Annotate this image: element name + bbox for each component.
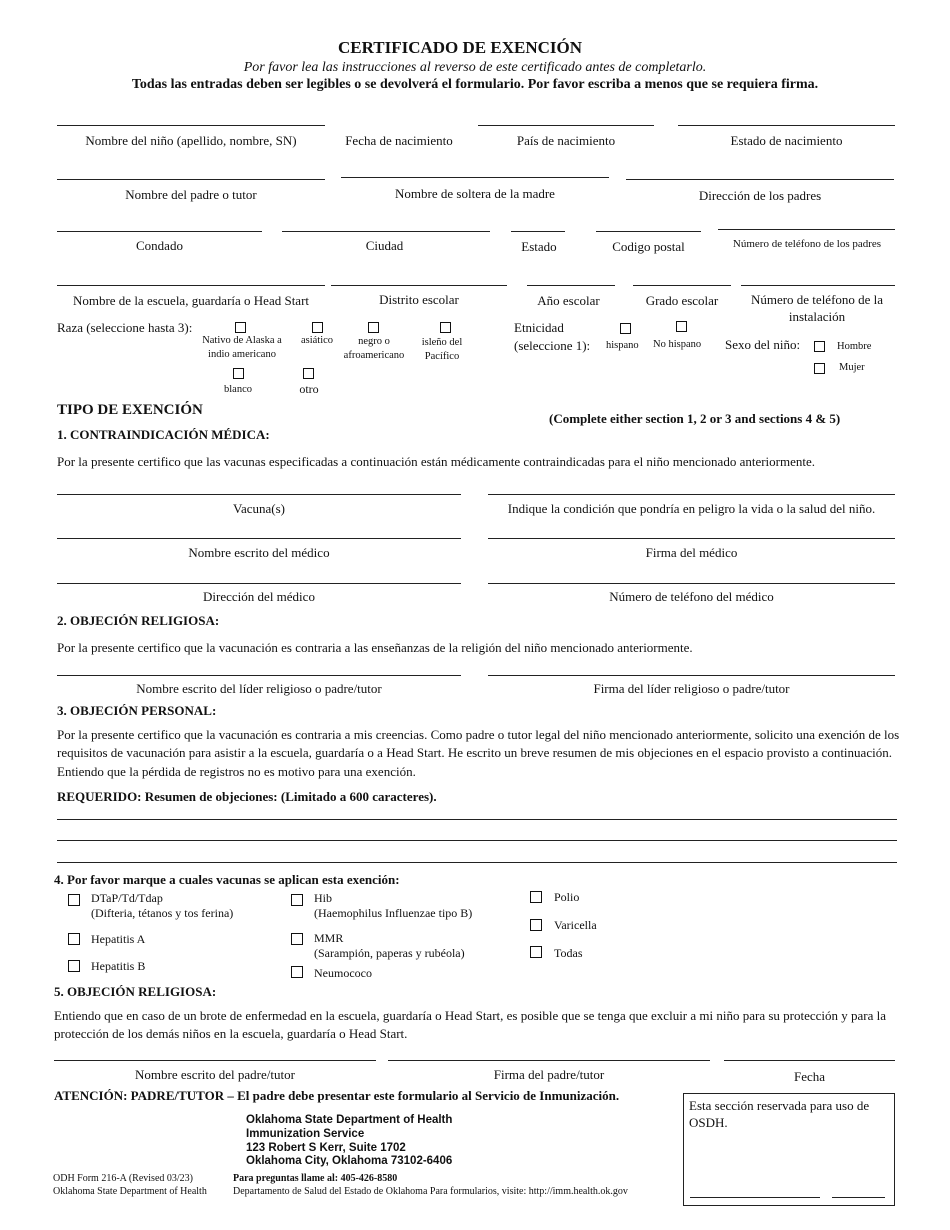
school-year-field[interactable] (527, 285, 615, 286)
school-district-label: Distrito escolar (379, 292, 459, 307)
objection-line-2[interactable] (57, 840, 897, 841)
vaccine-detail-hib: (Haemophilus Influenzae tipo B) (314, 906, 473, 920)
race-checkbox-alaska[interactable] (235, 322, 246, 333)
grade-label: Grado escolar (645, 293, 719, 308)
parent-printed-name-label: Nombre escrito del padre/tutor (135, 1067, 295, 1082)
leader-signature-label: Firma del líder religioso o padre/tutor (593, 681, 790, 696)
physician-signature-label: Firma del médico (645, 545, 738, 560)
vaccine-checkbox-all[interactable] (530, 946, 542, 958)
agency-line-2: Immunization Service (246, 1127, 365, 1140)
leader-name-field[interactable] (57, 675, 461, 676)
section1-text: Por la presente certifico que las vacunas especificadas a continuación están médicamente contraindicadas para el niño mencionado anteriormente. (57, 454, 816, 469)
footer-phone: Para preguntas llame al: 405-426-8580 (233, 1173, 398, 1184)
mother-maiden-field[interactable] (341, 177, 609, 178)
objection-line-1[interactable] (57, 819, 897, 820)
physician-address-field[interactable] (57, 583, 461, 584)
osdh-reserved-text: Esta sección reservada para uso de OSDH. (689, 1098, 870, 1130)
section4-heading: 4. Por favor marque a cuales vacunas se aplican esta exención: (54, 872, 400, 887)
parent-phone-label: Número de teléfono de los padres (732, 238, 882, 250)
race-checkbox-white[interactable] (233, 368, 244, 379)
physician-name-label: Nombre escrito del médico (188, 545, 330, 560)
school-name-label: Nombre de la escuela, guardaría o Head Start (72, 293, 310, 308)
vaccine-detail-mmr: (Sarampión, paperas y rubéola) (314, 946, 465, 960)
race-option-white: blanco (224, 384, 252, 395)
sex-option-male: Hombre (837, 341, 872, 352)
city-field[interactable] (282, 231, 490, 232)
objection-line-3[interactable] (57, 862, 897, 863)
race-label: Raza (seleccione hasta 3): (57, 320, 193, 335)
vaccine-detail-dtap: (Difteria, tétanos y tos ferina) (91, 906, 234, 920)
parent-phone-field[interactable] (718, 229, 895, 230)
ethnicity-sublabel: (seleccione 1): (514, 338, 591, 353)
mother-maiden-label: Nombre de soltera de la madre (395, 186, 555, 201)
ethnicity-checkbox-hispanic[interactable] (620, 323, 631, 334)
race-checkbox-other[interactable] (303, 368, 314, 379)
physician-signature-field[interactable] (488, 538, 895, 539)
physician-name-field[interactable] (57, 538, 461, 539)
section3-text: Por la presente certifico que la vacunación es contraria a mis creencias. Como padre o tutor legal del niño mencionado anteriormente, solicito una exención de los requisitos de vacunación para asistir a la escuela, guardaría o a Head Start. He escrito un breve resumen de mis objeciones en el espacio provisto a continuación. Entiendo que la pérdida de registros no es motivo para una exención. (57, 727, 900, 779)
race-option-pacific: isleño del Pacífico (421, 337, 463, 362)
agency-line-4: Oklahoma City, Oklahoma 73102-6406 (246, 1155, 453, 1168)
race-checkbox-pacific[interactable] (440, 322, 451, 333)
zip-field[interactable] (596, 231, 701, 232)
birth-country-label: País de nacimiento (516, 133, 616, 148)
race-checkbox-black[interactable] (368, 322, 379, 333)
sex-option-female: Mujer (839, 362, 865, 373)
ethnicity-option-non-hispanic: No hispano (653, 339, 702, 350)
physician-address-label: Dirección del médico (203, 589, 315, 604)
condition-field[interactable] (488, 494, 895, 495)
exemption-instruction: (Complete either section 1, 2 or 3 and sections 4 & 5) (549, 411, 841, 426)
vaccine-name-hepa: Hepatitis A (91, 932, 146, 946)
exemption-heading: TIPO DE EXENCIÓN (57, 402, 203, 418)
race-checkbox-asian[interactable] (312, 322, 323, 333)
vaccines-label: Vacuna(s) (233, 501, 285, 516)
agency-line-1: Oklahoma State Department of Health (246, 1114, 453, 1126)
state-field[interactable] (511, 231, 565, 232)
page-subtitle: Por favor lea las instrucciones al reverso de este certificado antes de completarlo. (243, 60, 707, 75)
birth-state-field[interactable] (678, 125, 895, 126)
county-label: Condado (136, 238, 183, 253)
race-option-black: negro o afroamericano (343, 336, 405, 361)
section2-heading: 2. OBJECIÓN RELIGIOSA: (57, 613, 220, 628)
physician-phone-field[interactable] (488, 583, 895, 584)
vaccine-checkbox-hib[interactable] (291, 894, 303, 906)
race-option-asian: asiático (300, 335, 334, 346)
page-notice: Todas las entradas deben ser legibles o se devolverá el formulario. Por favor escriba a menos que se requiera firma. (131, 77, 819, 92)
city-label: Ciudad (365, 238, 404, 253)
vaccine-name-varicella: Varicella (554, 918, 597, 932)
sex-label: Sexo del niño: (725, 337, 801, 352)
agency-line-3: 123 Robert S Kerr, Suite 1702 (246, 1141, 406, 1154)
agency-address (246, 1114, 452, 1169)
section1-heading: 1. CONTRAINDICACIÓN MÉDICA: (57, 427, 270, 442)
grade-field[interactable] (633, 285, 731, 286)
leader-name-label: Nombre escrito del líder religioso o padre/tutor (136, 681, 382, 696)
footer-dept: Oklahoma State Department of Health (53, 1186, 207, 1197)
vaccine-name-mmr: MMR (314, 931, 344, 945)
sex-checkbox-male[interactable] (814, 341, 825, 352)
vaccine-checkbox-dtap[interactable] (68, 894, 80, 906)
vaccine-checkbox-varicella[interactable] (530, 919, 542, 931)
facility-phone-field[interactable] (741, 285, 895, 286)
form-id: ODH Form 216-A (Revised 03/23) (53, 1173, 193, 1184)
section3-heading: 3. OBJECIÓN PERSONAL: (57, 703, 217, 718)
parent-address-label: Dirección de los padres (698, 188, 822, 203)
vaccine-checkbox-hepb[interactable] (68, 960, 80, 972)
osdh-reserved-line-1[interactable] (690, 1197, 820, 1198)
vaccine-name-hepb: Hepatitis B (91, 959, 146, 973)
school-year-label: Año escolar (537, 293, 600, 308)
race-option-other: otro (299, 382, 319, 396)
vaccine-name-pneumococcal: Neumococo (314, 966, 372, 980)
sex-checkbox-female[interactable] (814, 363, 825, 374)
child-name-field[interactable] (57, 125, 325, 126)
page-title: CERTIFICADO DE EXENCIÓN (337, 38, 583, 57)
physician-phone-label: Número de teléfono del médico (609, 589, 774, 604)
vaccine-checkbox-mmr[interactable] (291, 933, 303, 945)
attention-notice: ATENCIÓN: PADRE/TUTOR – El padre debe presentar este formulario al Servicio de Inmunización. (54, 1088, 620, 1103)
osdh-reserved-line-2[interactable] (832, 1197, 885, 1198)
vaccine-checkbox-pneumococcal[interactable] (291, 966, 303, 978)
birth-country-field[interactable] (478, 125, 654, 126)
ethnicity-label: Etnicidad (514, 320, 564, 335)
osdh-reserved-box (683, 1093, 895, 1206)
footer-web: Departamento de Salud del Estado de Oklahoma Para formularios, visite: http://imm.health.ok.gov (233, 1186, 628, 1197)
parent-signature-field[interactable] (388, 1060, 710, 1061)
birth-state-label: Estado de nacimiento (730, 133, 843, 148)
race-option-alaska: Nativo de Alaska a indio americano (202, 335, 282, 360)
condition-label: Indique la condición que pondría en peligro la vida o la salud del niño. (507, 501, 876, 516)
section3-required: REQUERIDO: Resumen de objeciones: (Limitado a 600 caracteres). (57, 789, 437, 804)
parent-name-label: Nombre del padre o tutor (125, 187, 257, 202)
parent-name-field[interactable] (57, 179, 325, 180)
parent-address-field[interactable] (626, 179, 894, 180)
school-name-field[interactable] (57, 285, 325, 286)
section5-heading: 5. OBJECIÓN RELIGIOSA: (54, 984, 217, 999)
parent-signature-label: Firma del padre/tutor (493, 1067, 605, 1082)
vaccine-checkbox-polio[interactable] (530, 891, 542, 903)
section5-text: Entiendo que en caso de un brote de enfermedad en la escuela, guardaría o Head Start, es posible que se tenga que excluir a mi niño para su protección y para la protección de los demás niños en la escuela, guardaría o Head Start. (54, 1008, 887, 1042)
ethnicity-option-hispanic: hispano (606, 340, 639, 351)
dob-label: Fecha de nacimiento (345, 133, 453, 148)
section2-text: Por la presente certifico que la vacunación es contraria a las enseñanzas de la religión del niño mencionado anteriormente. (57, 640, 693, 655)
vaccine-checkbox-hepa[interactable] (68, 933, 80, 945)
date-field[interactable] (724, 1060, 895, 1061)
ethnicity-checkbox-non-hispanic[interactable] (676, 321, 687, 332)
vaccine-name-polio: Polio (554, 890, 580, 904)
county-field[interactable] (57, 231, 262, 232)
zip-label: Codigo postal (612, 239, 685, 254)
vaccine-name-hib: Hib (314, 891, 332, 905)
parent-printed-name-field[interactable] (54, 1060, 376, 1061)
facility-phone-label: Número de teléfono de la instalación (750, 292, 884, 324)
child-name-label: Nombre del niño (apellido, nombre, SN) (85, 133, 297, 148)
leader-signature-field[interactable] (488, 675, 895, 676)
school-district-field[interactable] (331, 285, 507, 286)
state-label: Estado (521, 239, 557, 254)
vaccines-field[interactable] (57, 494, 461, 495)
date-label: Fecha (793, 1069, 826, 1084)
vaccine-name-all: Todas (554, 946, 583, 960)
vaccine-name-dtap: DTaP/Td/Tdap (91, 891, 163, 905)
